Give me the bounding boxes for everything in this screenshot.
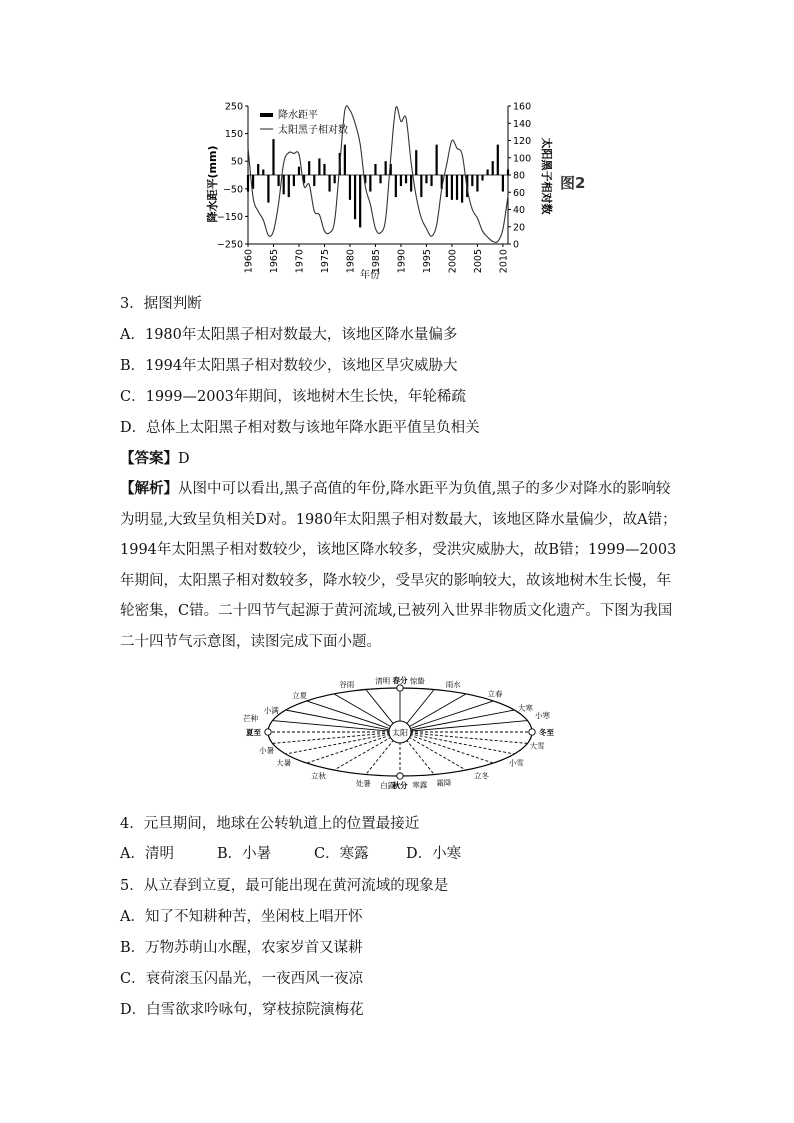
precip-bar <box>507 169 509 175</box>
term-label-top: 小满 <box>263 706 279 716</box>
precip-bar <box>425 175 427 183</box>
q3-option-c: C．1999—2003年期间，该地树木生长快，年轮稀疏 <box>120 389 466 405</box>
precip-bar <box>400 175 402 186</box>
precip-bar <box>334 175 336 183</box>
q5-option-a: A．知了不知耕种苦，坐闲枝上唱开怀 <box>120 909 363 925</box>
term-label-bottom: 秋分 <box>392 781 408 790</box>
explain-label: 【解析】 <box>120 480 178 497</box>
right-tick-label: 20 <box>513 222 526 234</box>
orbit-ray <box>272 721 400 732</box>
precip-bar <box>308 161 310 175</box>
precip-bar <box>502 175 504 192</box>
figure-tag: 图2 <box>560 174 586 192</box>
term-label-bottom: 大暑 <box>276 758 292 768</box>
precip-bar <box>293 175 295 186</box>
term-label-bottom: 小暑 <box>259 746 275 756</box>
term-label-bottom: 处暑 <box>355 779 371 789</box>
precip-bar <box>410 175 412 192</box>
precip-bar <box>267 175 269 203</box>
q4-option-c: C．寒露 <box>314 846 369 862</box>
term-label-top: 春分 <box>392 676 408 685</box>
explanation <box>120 474 680 657</box>
precip-bar <box>481 175 483 181</box>
precip-bar <box>446 175 448 197</box>
term-label-side: 冬至 <box>539 728 554 737</box>
precip-bar <box>288 175 290 197</box>
right-tick-label: 120 <box>513 136 532 147</box>
precip-bar <box>277 175 279 186</box>
precip-bar <box>405 175 407 183</box>
precip-bar <box>298 167 300 175</box>
solar-terms-diagram <box>243 672 554 797</box>
precip-bar <box>349 175 351 200</box>
question5-stem: 5．从立春到立夏，最可能出现在黄河流域的现象是 <box>120 878 449 894</box>
earth-marker <box>265 729 271 735</box>
sun-label: 太阳 <box>392 728 408 738</box>
precip-bar <box>318 158 320 175</box>
q3-option-b: B．1994年太阳黑子相对数较少，该地区旱灾威胁大 <box>120 358 458 374</box>
x-axis-label: 年份 <box>360 270 380 281</box>
right-tick-label: 100 <box>513 153 532 165</box>
q3-option-a: A．1980年太阳黑子相对数最大，该地区降水量偏多 <box>120 327 458 343</box>
x-tick-label: 1980 <box>345 249 357 274</box>
term-label-side: 芒种 <box>243 714 258 723</box>
right-tick-label: 0 <box>513 239 520 251</box>
right-tick-label: 60 <box>513 187 526 199</box>
right-tick-label: 140 <box>513 118 532 130</box>
x-tick-label: 1990 <box>396 249 408 274</box>
precip-bar <box>430 175 432 186</box>
term-label-top: 雨水 <box>445 679 461 689</box>
left-axis-label: 降水距平(mm) <box>206 145 219 223</box>
term-label-top: 大寒 <box>517 703 533 713</box>
precip-bar <box>247 175 249 192</box>
right-tick-label: 40 <box>513 205 526 216</box>
precip-sunspot-chart <box>200 96 620 286</box>
left-tick-label: 50 <box>230 156 243 168</box>
question4-stem: 4．元旦期间，地球在公转轨道上的位置最接近 <box>120 816 420 832</box>
term-label-bottom: 霜降 <box>436 778 452 788</box>
left-tick-label: −250 <box>216 239 243 251</box>
left-tick-label: −50 <box>222 184 243 196</box>
q4-option-a: A．清明 <box>120 846 174 862</box>
precip-bar <box>456 175 458 200</box>
explain-text: 从图中可以看出,黑子高值的年份,降水距平为负值,黑子的多少对降水的影响较为明显,大致呈负相关D对。1980年太阳黑子相对数最大，该地区降水量偏少，故A错；1994年太阳黑子相对数较少，该地区降水较多，受洪灾威胁大，故B错；1999—2003年期间，太阳黑子相对数较多，降水较少，受旱灾的影响较大，故该地树木生长慢，年轮密集，C错。二十四节气起源于黄河流域,已被列入世界非物质文化遗产。下图为我国二十四节气示意图，读图完成下面小题。 <box>120 481 677 650</box>
x-tick-label: 1965 <box>268 249 280 274</box>
q5-option-d: D．白雪欲求吟咏句，穿枝掠院演梅花 <box>120 1002 364 1018</box>
x-tick-label: 2005 <box>472 249 484 274</box>
x-tick-label: 1975 <box>319 249 331 274</box>
left-tick-label: 150 <box>224 129 243 141</box>
question3-stem: 3．据图判断 <box>120 296 202 312</box>
x-tick-label: 1985 <box>370 249 382 274</box>
q3-option-d: D．总体上太阳黑子相对数与该地年降水距平值呈负相关 <box>120 420 480 436</box>
x-tick-label: 2010 <box>498 249 510 274</box>
x-tick-label: 1995 <box>421 249 433 274</box>
left-tick-label: −150 <box>216 211 243 223</box>
orbit-ray <box>272 732 400 743</box>
right-tick-label: 160 <box>513 101 532 113</box>
precip-bar <box>313 175 315 186</box>
term-label-bottom: 寒露 <box>412 780 428 790</box>
x-tick-label: 1970 <box>294 249 306 274</box>
precip-bar <box>257 164 259 175</box>
answer-value: D <box>178 451 190 467</box>
term-label-bottom: 小雪 <box>508 758 524 768</box>
x-tick-label: 2000 <box>447 249 459 274</box>
q4-option-b: B．小暑 <box>217 846 272 862</box>
precip-bar <box>395 175 397 197</box>
term-label-side: 小寒 <box>535 711 550 720</box>
right-tick-label: 80 <box>513 170 526 182</box>
term-label-bottom: 立秋 <box>311 771 327 781</box>
precip-bar <box>451 175 453 200</box>
term-label-top: 立夏 <box>292 691 308 701</box>
precip-bar <box>252 175 254 189</box>
legend-label-sunspot: 太阳黑子相对数 <box>278 125 348 136</box>
earth-marker <box>529 729 535 735</box>
precip-bar <box>354 175 356 219</box>
q5-option-c: C．衰荷滚玉闪晶光，一夜西风一夜凉 <box>120 971 364 987</box>
precip-bar <box>476 175 478 192</box>
left-tick-label: 250 <box>224 101 243 113</box>
precip-bar <box>436 145 438 175</box>
precip-bar <box>471 175 473 186</box>
earth-marker <box>397 773 403 779</box>
q4-options <box>120 842 461 863</box>
precip-bar <box>323 164 325 175</box>
q4-option-d: D．小寒 <box>406 846 462 862</box>
precip-bar <box>487 169 489 175</box>
precip-bar <box>272 139 274 175</box>
precip-bar <box>461 175 463 203</box>
precip-bar <box>359 175 361 227</box>
term-label-bottom: 白露 <box>380 780 396 790</box>
term-label-side: 夏至 <box>246 728 261 737</box>
right-axis-label: 太阳黑子相对数 <box>540 137 553 215</box>
term-label-bottom: 立冬 <box>473 771 489 781</box>
precip-bar <box>374 164 376 175</box>
precip-bar <box>379 175 381 183</box>
precip-bar <box>385 161 387 175</box>
term-label-top: 立春 <box>487 689 503 699</box>
orbit-ray <box>400 732 528 743</box>
term-label-top: 谷雨 <box>339 679 355 689</box>
precip-bar <box>415 150 417 175</box>
precip-bar <box>369 175 371 192</box>
precip-bar <box>344 145 346 175</box>
precip-bar <box>420 175 422 197</box>
precip-bar <box>328 175 330 192</box>
term-label-top: 惊蛰 <box>409 676 425 686</box>
answer-label: 【答案】 <box>120 450 178 467</box>
earth-marker <box>397 685 403 691</box>
term-label-top: 清明 <box>375 676 391 686</box>
precip-bar <box>492 161 494 175</box>
q5-option-b: B．万物苏萌山水醒，农家岁首又谋耕 <box>120 940 363 956</box>
orbit-ray <box>400 721 528 732</box>
precip-bar <box>283 175 285 194</box>
x-tick-label: 1960 <box>243 249 255 274</box>
term-label-bottom: 大雪 <box>529 741 545 751</box>
answer-line <box>120 447 190 468</box>
legend-bar-swatch <box>260 113 273 117</box>
precip-bar <box>262 169 264 175</box>
precip-bar <box>497 145 499 175</box>
legend-label-precip: 降水距平 <box>278 110 318 121</box>
